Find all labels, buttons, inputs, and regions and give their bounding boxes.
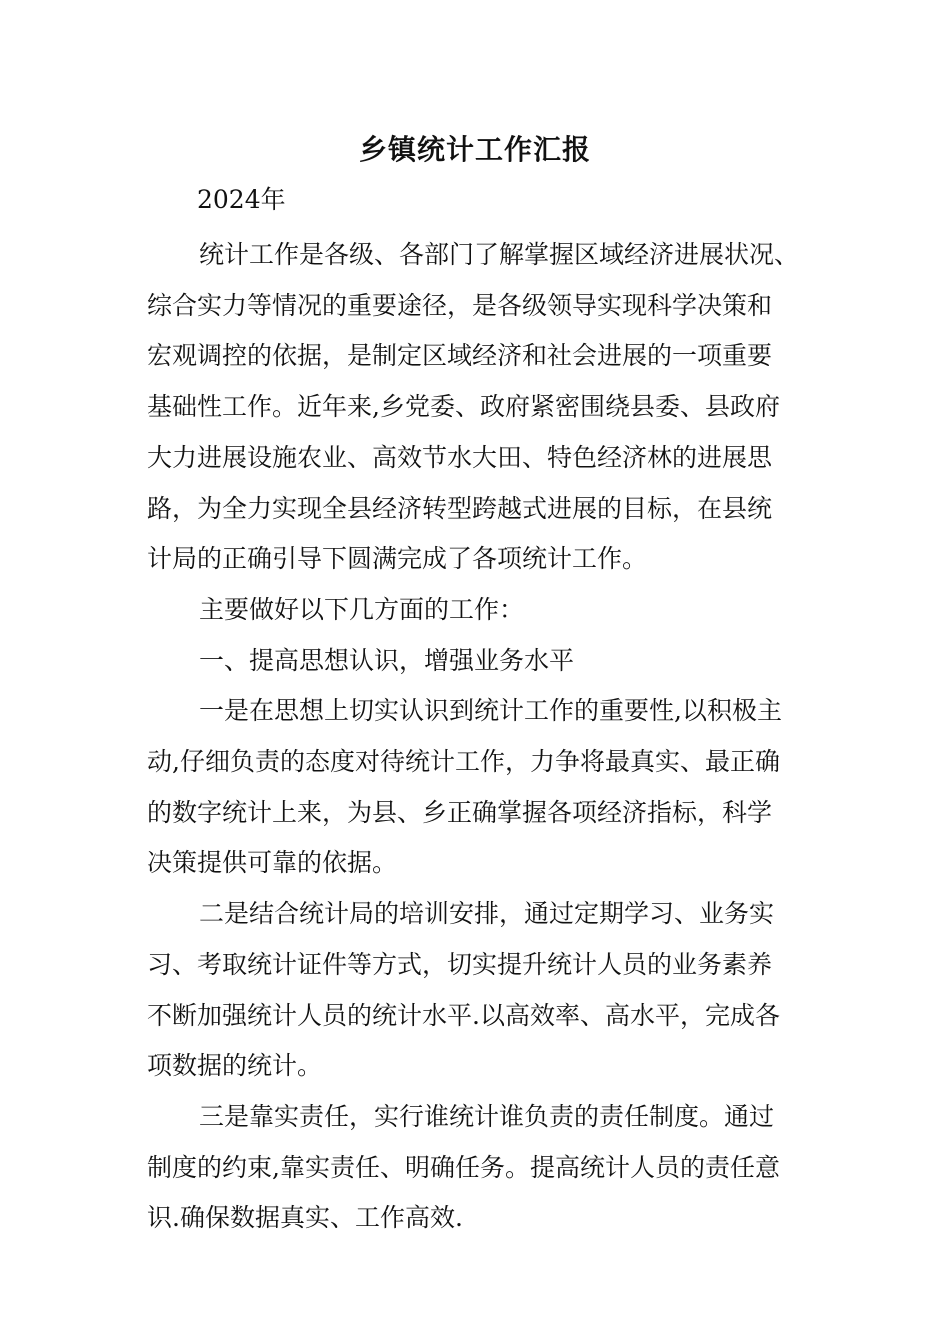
text-line: 动,仔细负责的态度对待统计工作，力争将最真实、最正确 — [147, 747, 780, 777]
text-line: 大力进展设施农业、高效节水大田、特色经济林的进展思 — [147, 442, 773, 472]
paragraph — [147, 686, 827, 889]
text-line: 计局的正确引导下圆满完成了各项统计工作。 — [147, 544, 648, 574]
text-line: 一是在思想上切实认识到统计工作的重要性,以积极主 — [199, 696, 782, 726]
document-title: 乡镇统计工作汇报 — [358, 133, 591, 166]
text-line: 项数据的统计。 — [147, 1051, 323, 1081]
text-line: 主要做好以下几方面的工作： — [199, 594, 525, 624]
text-line: 识.确保数据真实、工作高效. — [147, 1203, 463, 1233]
text-line: 宏观调控的依据，是制定区域经济和社会进展的一项重要 — [147, 341, 773, 371]
text-line: 一、提高思想认识，增强业务水平 — [199, 645, 575, 675]
text-line: 决策提供可靠的依据。 — [147, 848, 398, 878]
document-body — [147, 230, 827, 1244]
document-date: 2024年 — [197, 185, 286, 214]
text-line: 的数字统计上来，为县、乡正确掌握各项经济指标，科学 — [147, 797, 773, 827]
paragraph — [147, 585, 827, 636]
text-line: 路，为全力实现全县经济转型跨越式进展的目标，在县统 — [147, 493, 773, 523]
text-line: 制度的约束,靠实责任、明确任务。提高统计人员的责任意 — [147, 1152, 780, 1182]
text-line: 统计工作是各级、各部门了解掌握区域经济进展状况、 — [199, 240, 800, 269]
text-line: 习、考取统计证件等方式，切实提升统计人员的业务素养 — [147, 949, 773, 979]
text-line: 不断加强统计人员的统计水平.以高效率、高水平，完成各 — [147, 1000, 780, 1030]
paragraph — [147, 889, 827, 1092]
paragraph — [147, 230, 827, 585]
text-line: 三是靠实责任，实行谁统计谁负责的责任制度。通过 — [199, 1101, 775, 1131]
text-line: 基础性工作。近年来,乡党委、政府紧密围绕县委、县政府 — [147, 392, 780, 422]
text-line: 二是结合统计局的培训安排，通过定期学习、业务实 — [199, 899, 775, 929]
text-line: 综合实力等情况的重要途径，是各级领导实现科学决策和 — [147, 290, 773, 320]
paragraph — [147, 1092, 827, 1244]
section-heading — [147, 636, 827, 687]
